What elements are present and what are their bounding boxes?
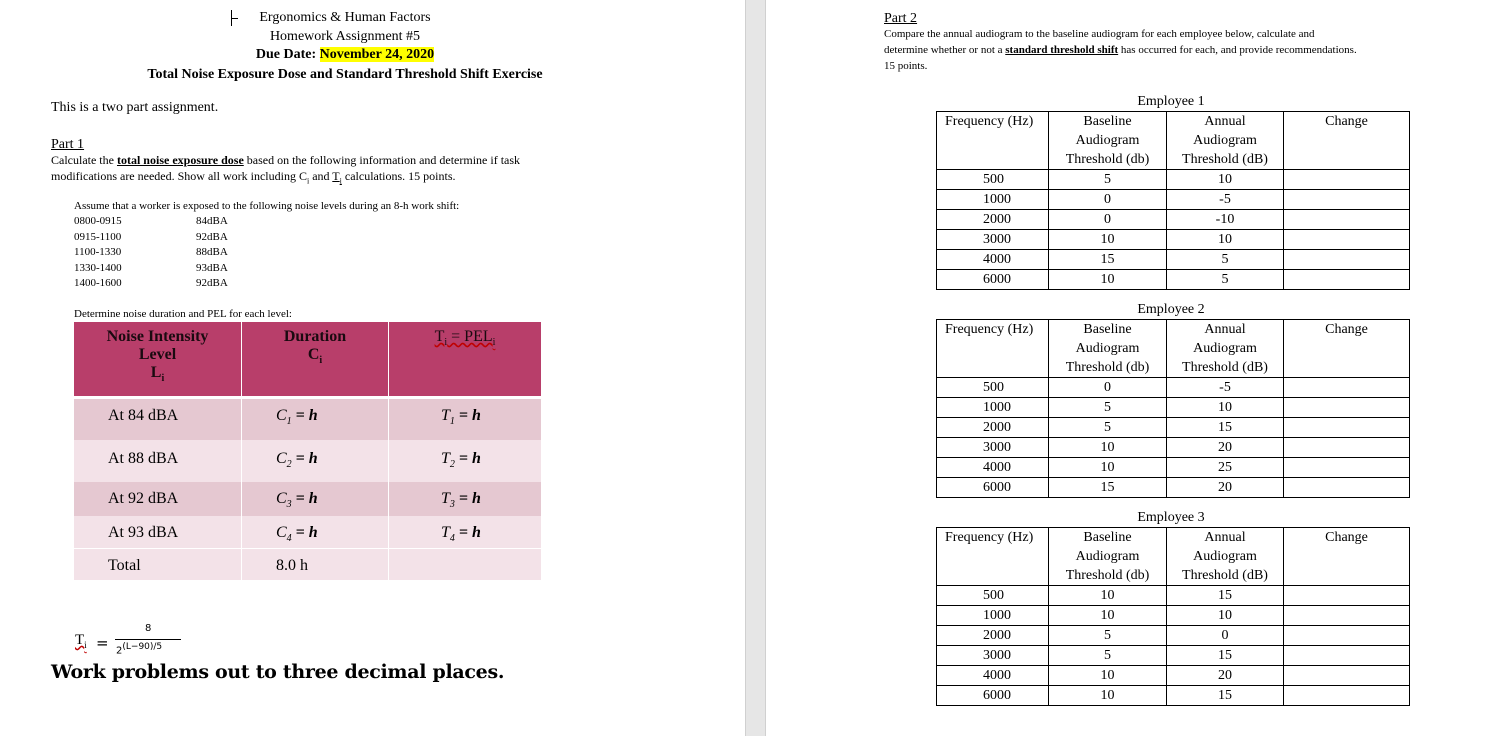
part2-instructions-line2 (884, 44, 1357, 56)
cell-symbol: T (441, 450, 450, 467)
header-text: Annual (1204, 530, 1246, 545)
change-cell[interactable] (1284, 170, 1410, 190)
schedule-level: 88dBA (196, 246, 228, 258)
table-row (74, 516, 542, 548)
annual-cell: 15 (1167, 418, 1284, 438)
col-annual (1167, 112, 1284, 170)
change-cell[interactable] (1284, 270, 1410, 290)
audiogram-header-row (937, 528, 1410, 586)
employee-3-title: Employee 3 (1137, 510, 1205, 525)
part1-instructions-line2 (51, 169, 456, 185)
table-header-row (74, 322, 542, 396)
header-text: Annual (1204, 114, 1246, 129)
cell-symbol: C (276, 524, 287, 541)
change-cell[interactable] (1284, 478, 1410, 498)
annual-cell: 0 (1167, 626, 1284, 646)
header-text: Noise Intensity (106, 328, 209, 345)
table-row (74, 440, 542, 482)
change-cell[interactable] (1284, 230, 1410, 250)
header-symbol: L (150, 364, 162, 381)
header-unit: Threshold (db) (1065, 152, 1150, 167)
cell-symbol: T (441, 407, 450, 424)
change-cell[interactable] (1284, 666, 1410, 686)
page-gutter (745, 0, 766, 736)
baseline-cell: 15 (1049, 478, 1167, 498)
frequency-cell: 4000 (937, 458, 1049, 478)
instr-text: calculations. 15 points. (344, 169, 456, 183)
document-page-left (0, 0, 745, 736)
cell-value: = h (454, 524, 481, 541)
schedule-level: 84dBA (196, 215, 228, 227)
header-text (242, 346, 388, 366)
subscript-i: i (339, 176, 342, 186)
cell-value: = h (454, 490, 481, 507)
formula-numerator: 8 (145, 623, 152, 634)
baseline-cell: 5 (1049, 418, 1167, 438)
frequency-cell: 500 (937, 586, 1049, 606)
col-frequency: Frequency (Hz) (937, 320, 1049, 378)
noise-dose-table (74, 322, 542, 580)
annual-cell: -5 (1167, 378, 1284, 398)
header-text: Threshold (db) (1065, 568, 1150, 583)
formula-base: 2 (116, 645, 123, 657)
annual-cell: -10 (1167, 210, 1284, 230)
baseline-cell: 10 (1049, 230, 1167, 250)
subscript-i: i (319, 355, 323, 367)
col-annual (1167, 320, 1284, 378)
schedule-level: 92dBA (196, 231, 228, 243)
schedule-time: 1330-1400 (74, 262, 122, 274)
baseline-cell: 10 (1049, 606, 1167, 626)
pel-cell (389, 440, 542, 482)
table-row (937, 190, 1410, 210)
part2-instructions-line1: Compare the annual audiogram to the baseline audiogram for each employee below, calculate and (884, 28, 1315, 40)
table-row (937, 666, 1410, 686)
instr-text: modifications are needed. Show all work including C (51, 169, 307, 183)
col-frequency: Frequency (Hz) (937, 112, 1049, 170)
annual-cell: 10 (1167, 170, 1284, 190)
table-row (937, 438, 1410, 458)
subscript-i: i (492, 337, 496, 349)
header-text: Audiogram (1075, 133, 1140, 148)
instr-t: T (332, 169, 340, 183)
pel-cell (389, 516, 542, 548)
table-row (937, 210, 1410, 230)
total-label: Total (74, 548, 242, 580)
baseline-cell: 5 (1049, 626, 1167, 646)
due-label: Due Date: (255, 47, 317, 62)
baseline-cell: 10 (1049, 666, 1167, 686)
col-annual (1167, 528, 1284, 586)
subscript: 3 (286, 499, 292, 511)
annual-cell: 20 (1167, 438, 1284, 458)
subscript: 2 (286, 459, 292, 471)
frequency-cell: 2000 (937, 210, 1049, 230)
col-baseline (1049, 112, 1167, 170)
schedule-time: 1400-1600 (74, 277, 122, 289)
formula-equals: = (96, 634, 109, 652)
assignment-name: Homework Assignment #5 (269, 29, 421, 44)
instr-bold: total noise exposure dose (116, 153, 244, 167)
frequency-cell: 500 (937, 378, 1049, 398)
due-date: November 24, 2020 (319, 47, 435, 62)
annual-cell: 25 (1167, 458, 1284, 478)
frequency-cell: 4000 (937, 250, 1049, 270)
pel-cell (389, 482, 542, 516)
cell-value: = h (454, 450, 481, 467)
employee-2-title: Employee 2 (1137, 302, 1205, 317)
change-cell[interactable] (1284, 458, 1410, 478)
pel-cell (389, 396, 542, 440)
frequency-cell: 3000 (937, 438, 1049, 458)
header-text (74, 364, 241, 384)
frequency-cell: 1000 (937, 398, 1049, 418)
level-cell: At 92 dBA (74, 482, 242, 516)
annual-cell: 15 (1167, 586, 1284, 606)
formula-t: T (75, 632, 85, 648)
baseline-cell: 10 (1049, 586, 1167, 606)
table-total-row (74, 548, 542, 580)
part2-instructions-line3: 15 points. (884, 60, 928, 72)
frequency-cell: 3000 (937, 230, 1049, 250)
baseline-cell: 5 (1049, 398, 1167, 418)
table-row (74, 482, 542, 516)
audiogram-header-row (937, 112, 1410, 170)
header-text: Threshold (dB) (1182, 568, 1268, 583)
cell-value: = h (291, 407, 318, 424)
change-cell[interactable] (1284, 190, 1410, 210)
duration-cell (242, 396, 389, 440)
frequency-cell: 500 (937, 170, 1049, 190)
frequency-cell: 3000 (937, 646, 1049, 666)
instr-text: Calculate the (51, 153, 114, 167)
determine-text: Determine noise duration and PEL for each level: (74, 308, 292, 320)
subscript: 2 (449, 459, 455, 471)
intro-text: This is a two part assignment. (51, 100, 219, 115)
due-date-line (95, 47, 595, 63)
annual-cell: 15 (1167, 646, 1284, 666)
schedule-time: 1100-1330 (74, 246, 122, 258)
frequency-cell: 6000 (937, 270, 1049, 290)
change-cell[interactable] (1284, 586, 1410, 606)
duration-cell (242, 440, 389, 482)
instr-text: based on the following information and determine if task (246, 153, 521, 167)
annual-cell: 10 (1167, 398, 1284, 418)
schedule-level: 92dBA (196, 277, 228, 289)
header-text: Audiogram (1075, 341, 1140, 356)
header-text: Baseline (1083, 530, 1132, 545)
annual-cell: -5 (1167, 190, 1284, 210)
table-row (937, 398, 1410, 418)
header-text: Threshold (db) (1065, 360, 1150, 375)
baseline-cell: 10 (1049, 686, 1167, 706)
subscript: 4 (449, 533, 455, 545)
annual-cell: 5 (1167, 270, 1284, 290)
table-row (937, 270, 1410, 290)
fraction-bar (115, 639, 181, 640)
course-name: Ergonomics & Human Factors (259, 10, 431, 25)
duration-cell (242, 482, 389, 516)
header-pel (389, 322, 542, 396)
work-note: Work problems out to three decimal places. (51, 661, 505, 683)
baseline-cell: 10 (1049, 270, 1167, 290)
change-cell[interactable] (1284, 626, 1410, 646)
table-row (937, 586, 1410, 606)
frequency-cell: 2000 (937, 418, 1049, 438)
header-text (1049, 150, 1166, 169)
assignment-title: Total Noise Exposure Dose and Standard Threshold Shift Exercise (147, 67, 543, 82)
employee-1-title: Employee 1 (1137, 94, 1205, 109)
header-symbol: T (434, 328, 445, 345)
header-duration (242, 322, 389, 396)
table-row (937, 686, 1410, 706)
header-text (389, 328, 541, 348)
schedule-level: 93dBA (196, 262, 228, 274)
change-cell[interactable] (1284, 210, 1410, 230)
col-frequency: Frequency (Hz) (937, 528, 1049, 586)
annual-cell: 20 (1167, 478, 1284, 498)
header-text: Audiogram (1193, 341, 1257, 356)
header-text: Level (138, 346, 177, 363)
audiogram-header-row (937, 320, 1410, 378)
cell-value: = h (291, 450, 318, 467)
col-baseline (1049, 528, 1167, 586)
col-baseline (1049, 320, 1167, 378)
baseline-cell: 0 (1049, 378, 1167, 398)
annual-cell: 20 (1167, 666, 1284, 686)
frequency-cell: 4000 (937, 666, 1049, 686)
header-text: = PEL (447, 328, 493, 345)
formula-denominator (116, 642, 162, 656)
annual-cell: 10 (1167, 606, 1284, 626)
table-row (937, 230, 1410, 250)
cell-value: = h (454, 407, 481, 424)
cell-value: = h (291, 524, 318, 541)
instr-text: and (309, 169, 333, 183)
change-cell[interactable] (1284, 250, 1410, 270)
baseline-cell: 0 (1049, 210, 1167, 230)
subscript-i: i (84, 640, 87, 650)
header-text: Baseline (1083, 114, 1132, 129)
header-symbol: C (307, 346, 320, 363)
cell-symbol: C (276, 407, 287, 424)
header-text: Threshold (dB) (1182, 360, 1268, 375)
header-text: Duration (283, 328, 347, 345)
annual-cell: 5 (1167, 250, 1284, 270)
frequency-cell: 2000 (937, 626, 1049, 646)
change-cell[interactable] (1284, 606, 1410, 626)
schedule-time: 0915-1100 (74, 231, 122, 243)
part1-heading: Part 1 (51, 137, 85, 152)
table-row (937, 378, 1410, 398)
header-text: Audiogram (1075, 549, 1140, 564)
frequency-cell: 6000 (937, 478, 1049, 498)
table-row (937, 646, 1410, 666)
level-cell: At 88 dBA (74, 440, 242, 482)
change-cell[interactable] (1284, 646, 1410, 666)
baseline-cell: 5 (1049, 646, 1167, 666)
change-cell[interactable] (1284, 686, 1410, 706)
subscript-i: i (306, 176, 310, 186)
header-noise-level (74, 322, 242, 396)
table-row (937, 418, 1410, 438)
table-row (937, 250, 1410, 270)
assume-text: Assume that a worker is exposed to the following noise levels during an 8-h work shift: (74, 200, 460, 212)
formula-lhs (75, 632, 87, 650)
total-pel-cell (389, 548, 542, 580)
cell-symbol: T (441, 524, 450, 541)
baseline-cell: 10 (1049, 438, 1167, 458)
subscript-i: i (161, 373, 165, 385)
duration-cell (242, 516, 389, 548)
total-value: 8.0 h (242, 548, 389, 580)
table-row (937, 626, 1410, 646)
employee-2-table (936, 319, 1410, 498)
level-cell: At 84 dBA (74, 396, 242, 440)
instr-text: has occurred for each, and provide recommendations. (1120, 44, 1357, 56)
frequency-cell: 1000 (937, 606, 1049, 626)
change-cell[interactable] (1284, 438, 1410, 458)
baseline-cell: 10 (1049, 458, 1167, 478)
change-cell[interactable] (1284, 418, 1410, 438)
header-text: Annual (1204, 322, 1246, 337)
subscript: 4 (286, 533, 292, 545)
cell-symbol: C (276, 450, 287, 467)
col-change: Change (1284, 528, 1410, 586)
table-row (937, 606, 1410, 626)
level-cell: At 93 dBA (74, 516, 242, 548)
header-text: Baseline (1083, 322, 1132, 337)
formula-exponent: (L−90)/5 (122, 642, 163, 652)
table-row (74, 396, 542, 440)
table-row (937, 170, 1410, 190)
baseline-cell: 15 (1049, 250, 1167, 270)
employee-3-table (936, 527, 1410, 706)
baseline-cell: 0 (1049, 190, 1167, 210)
change-cell[interactable] (1284, 398, 1410, 418)
frequency-cell: 1000 (937, 190, 1049, 210)
cell-value: = h (291, 490, 318, 507)
subscript-i: i (444, 337, 448, 349)
header-text: Audiogram (1193, 133, 1257, 148)
frequency-cell: 6000 (937, 686, 1049, 706)
header-text: Audiogram (1193, 549, 1257, 564)
part2-heading: Part 2 (884, 11, 918, 26)
subscript: 1 (286, 416, 292, 428)
header-text: Threshold (dB) (1182, 152, 1268, 167)
table-row (937, 478, 1410, 498)
cell-symbol: T (441, 490, 450, 507)
schedule-time: 0800-0915 (74, 215, 122, 227)
annual-cell: 10 (1167, 230, 1284, 250)
instr-bold: standard threshold shift (1005, 44, 1119, 56)
subscript: 3 (449, 499, 455, 511)
change-cell[interactable] (1284, 378, 1410, 398)
subscript: 1 (449, 416, 455, 428)
cell-symbol: C (276, 490, 287, 507)
annual-cell: 15 (1167, 686, 1284, 706)
col-change: Change (1284, 320, 1410, 378)
col-change: Change (1284, 112, 1410, 170)
table-row (937, 458, 1410, 478)
baseline-cell: 5 (1049, 170, 1167, 190)
instr-text: determine whether or not a (884, 44, 1003, 56)
part1-instructions-line1 (51, 153, 520, 168)
employee-1-table (936, 111, 1410, 290)
